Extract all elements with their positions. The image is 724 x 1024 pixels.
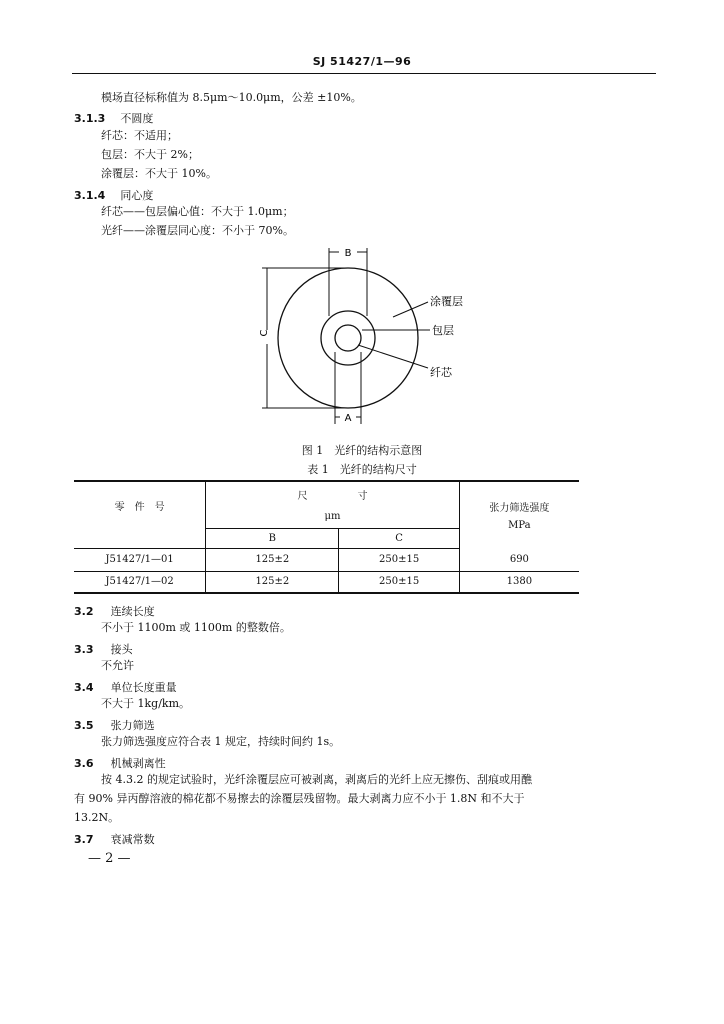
cell-b: 125±2 (206, 548, 339, 571)
list-item: 纤芯：不适用； (101, 129, 178, 142)
section-3-4-heading (74, 676, 177, 695)
coating-circle (278, 268, 418, 408)
section-title: 机械剥离性 (110, 757, 166, 770)
section-number: 3.5 (74, 719, 94, 732)
section-3-6-line: 有 90% 异丙醇溶液的棉花都不易擦去的涂覆层残留物。最大剥离力应不小于 1.8N 和不大于 (74, 792, 525, 805)
section-number: 3.4 (74, 681, 94, 694)
section-number: 3.6 (74, 757, 94, 770)
cell-c: 250±15 (339, 571, 459, 593)
section-3-5-heading (74, 714, 155, 733)
core-circle (335, 325, 361, 351)
cladding-label: 包层 (432, 324, 454, 337)
c-label: C (259, 329, 270, 337)
part-number-header: 零 件 号 (74, 481, 206, 528)
section-title: 单位长度重量 (110, 681, 177, 694)
coating-label: 涂覆层 (430, 295, 463, 308)
section-number: 3.7 (74, 833, 94, 846)
section-title: 衰减常数 (110, 833, 155, 846)
coating-leader-line (393, 302, 428, 317)
section-title: 接头 (110, 643, 133, 656)
dimension-header: 尺 寸 (206, 481, 460, 506)
section-3-2-heading (74, 600, 155, 619)
cell-strength: 1380 (459, 571, 579, 593)
list-item: 光纤——涂覆层同心度：不小于 70%。 (101, 224, 294, 237)
strength-unit: MPa (508, 520, 531, 531)
table-caption: 表 1 光纤的结构尺寸 (307, 463, 417, 476)
cell-strength: 690 (459, 548, 579, 571)
core-label: 纤芯 (430, 366, 452, 379)
section-3-5-text: 张力筛选强度应符合表 1 规定，持续时间约 1s。 (101, 735, 341, 748)
section-3-6-heading (74, 752, 166, 771)
part-number-header-spacer (74, 528, 206, 548)
section-3-3-heading (74, 638, 133, 657)
section-number: 3.2 (74, 605, 94, 618)
unit-header: μm (206, 506, 460, 528)
section-title: 连续长度 (110, 605, 155, 618)
section-number: 3.1.4 (74, 189, 106, 202)
table-row (74, 548, 579, 571)
mode-field-diameter-text: 模场直径标称值为 8.5μm～10.0μm，公差 ±10%。 (101, 91, 362, 104)
document-code-header: SJ 51427/1—96 (312, 55, 412, 68)
section-number: 3.3 (74, 643, 94, 656)
a-label: A (344, 413, 352, 424)
section-title: 张力筛选 (110, 719, 155, 732)
section-3-6-line: 13.2N。 (74, 811, 120, 824)
cell-part: J51427/1—02 (74, 571, 206, 593)
list-item: 纤芯——包层偏心值：不大于 1.0μm； (101, 205, 294, 218)
fiber-structure-diagram (0, 0, 724, 440)
section-3-2-text: 不小于 1100m 或 1100m 的整数倍。 (101, 621, 291, 634)
list-item: 涂覆层：不大于 10%。 (101, 167, 217, 180)
fiber-dimensions-table (74, 480, 579, 594)
cell-b: 125±2 (206, 571, 339, 593)
figure-caption: 图 1 光纤的结构示意图 (301, 444, 423, 457)
cladding-circle (321, 311, 375, 365)
b-label: B (344, 248, 352, 259)
list-item: 包层：不大于 2%； (101, 148, 199, 161)
col-b-header: B (206, 528, 339, 548)
section-3-3-text: 不允许 (101, 659, 134, 672)
section-title: 同心度 (120, 189, 154, 202)
table-row (74, 571, 579, 593)
section-3-7-heading (74, 828, 155, 847)
section-title: 不圆度 (120, 112, 154, 125)
strength-header-text: 张力筛选强度 (489, 503, 550, 514)
page-number: — 2 — (88, 851, 131, 866)
cell-part: J51427/1—01 (74, 548, 206, 571)
section-3-4-text: 不大于 1kg/km。 (101, 697, 191, 710)
section-number: 3.1.3 (74, 112, 106, 125)
section-3-6-line: 按 4.3.2 的规定试验时，光纤涂覆层应可被剥离，剥离后的光纤上应无擦伤、刮痕或用醮 (101, 773, 532, 786)
cell-c: 250±15 (339, 548, 459, 571)
strength-header (459, 481, 579, 548)
col-c-header: C (339, 528, 459, 548)
